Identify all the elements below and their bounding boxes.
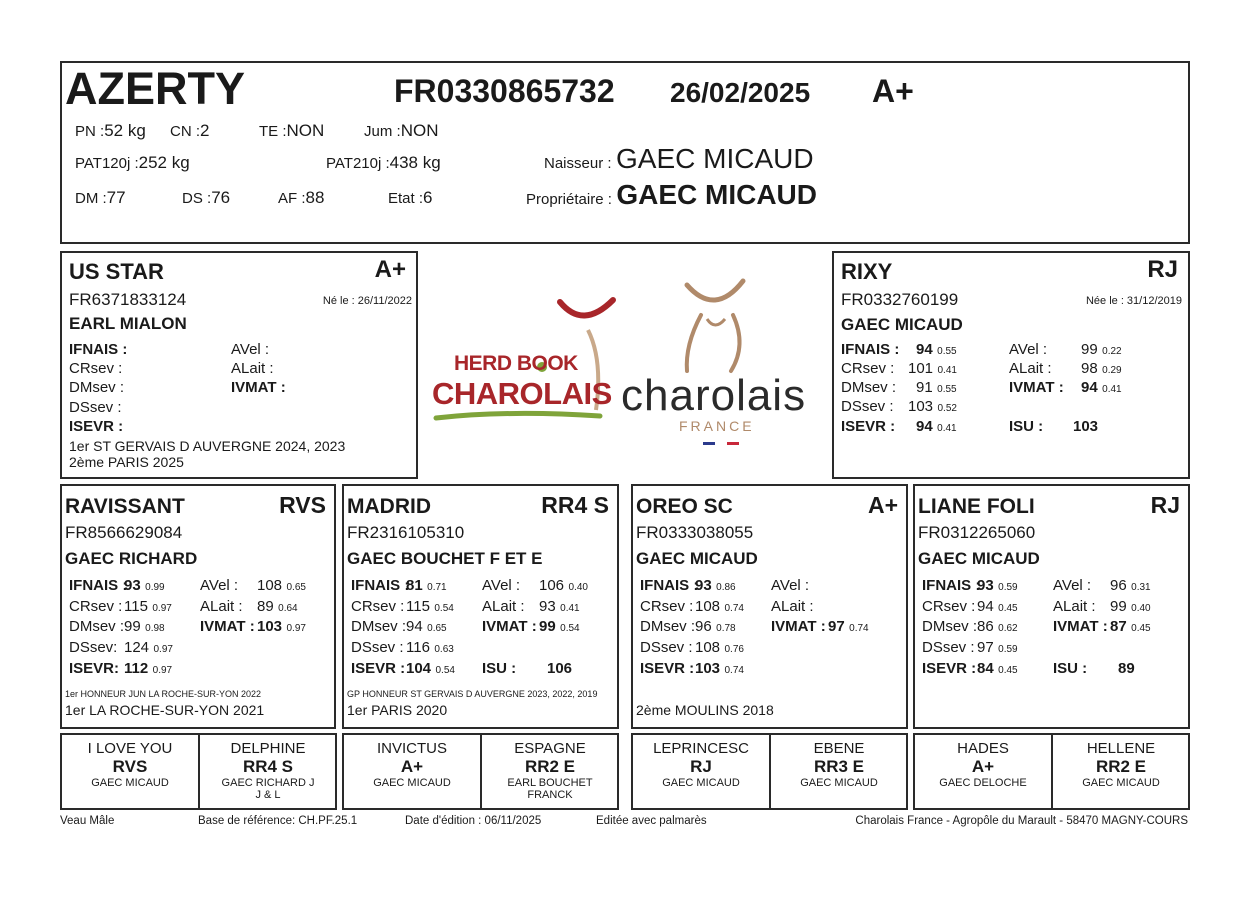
etat-value: 6 bbox=[423, 188, 433, 207]
dam-name: RIXY bbox=[841, 259, 893, 284]
ggp-name: LEPRINCESC bbox=[653, 740, 749, 757]
naisseur-label: Naisseur : bbox=[544, 155, 612, 172]
gp-avel-c: 0.65 bbox=[286, 582, 306, 593]
pat120-value: 252 kg bbox=[138, 153, 190, 172]
footer-edition-date: Date d'édition : 06/11/2025 bbox=[405, 815, 542, 827]
gp-alait-c: 0.64 bbox=[278, 603, 298, 614]
ggp-name: ESPAGNE bbox=[514, 740, 586, 757]
gp-grade: RR4 S bbox=[541, 492, 609, 518]
great-grandparent-cell bbox=[200, 740, 336, 802]
gp-ivmat-value bbox=[828, 618, 869, 636]
dam-dmsev-label: DMsev : bbox=[841, 379, 897, 396]
ggp-grade: RVS bbox=[112, 757, 148, 777]
gp-dssev-c: 0.63 bbox=[434, 644, 454, 655]
gp-grade: A+ bbox=[867, 492, 898, 518]
dam-dmsev-value bbox=[916, 379, 957, 397]
sire-isevr-label: ISEVR : bbox=[69, 418, 124, 435]
grandparent-box bbox=[913, 484, 1190, 729]
gp-dmsev-label: DMsev : bbox=[351, 618, 407, 635]
gp-alait-label: ALait : bbox=[771, 598, 814, 615]
gp-crsev-v: 108 bbox=[695, 598, 721, 615]
great-grandparent-cell bbox=[771, 740, 907, 789]
grandparent-box bbox=[342, 484, 619, 729]
gp-dssev-v: 116 bbox=[406, 639, 430, 656]
gp-alait-c: 0.41 bbox=[560, 603, 580, 614]
gp-alait-v: 89 bbox=[257, 598, 274, 615]
dam-crsev-v: 101 bbox=[908, 360, 934, 377]
gp-ifnais-c: 0.86 bbox=[716, 582, 736, 593]
ggp-grade: RR2 E bbox=[1095, 757, 1147, 777]
gp-dmsev-v: 99 bbox=[124, 618, 141, 635]
gp-ivmat-value bbox=[1110, 618, 1151, 636]
great-grandparent-cell bbox=[915, 740, 1051, 789]
gp-dmsev-v: 96 bbox=[695, 618, 712, 635]
gp-ifnais-c: 0.59 bbox=[998, 582, 1018, 593]
gp-isevr-v: 112 bbox=[124, 660, 149, 677]
gp-alait-value bbox=[257, 598, 298, 616]
gp-id: FR2316105310 bbox=[347, 523, 465, 542]
animal-header-box bbox=[60, 61, 1190, 244]
gp-dmsev-value bbox=[977, 618, 1018, 636]
ggp-grade: RR4 S bbox=[242, 757, 294, 777]
gp-ifnais-label: IFNAIS : bbox=[640, 577, 699, 594]
gp-palmares: 1er LA ROCHE-SUR-YON 2021 bbox=[65, 702, 265, 718]
sire-ivmat-label: IVMAT : bbox=[231, 379, 286, 396]
te-value: NON bbox=[286, 121, 325, 140]
herdbook-main-text: CHAROLAIS bbox=[432, 376, 612, 411]
ggp-grade: RR3 E bbox=[813, 757, 865, 777]
gp-crsev-v: 115 bbox=[406, 598, 430, 615]
gp-name: MADRID bbox=[347, 495, 431, 518]
dam-dssev-v: 103 bbox=[908, 398, 934, 415]
animal-name: AZERTY bbox=[65, 63, 245, 114]
dam-isevr-value bbox=[916, 418, 957, 436]
gp-ifnais-value bbox=[977, 577, 1018, 595]
ggp-name: HELLENE bbox=[1086, 740, 1156, 757]
gp-dmsev-value bbox=[124, 618, 165, 636]
sire-avel-label: AVel : bbox=[231, 341, 270, 358]
gp-crsev-c: 0.54 bbox=[434, 603, 454, 614]
great-grandparent-cell bbox=[482, 740, 618, 802]
dam-ivmat-c: 0.41 bbox=[1102, 384, 1122, 395]
gp-dssev-c: 0.97 bbox=[153, 644, 173, 655]
gp-dmsev-v: 86 bbox=[977, 618, 994, 635]
dam-breeder: GAEC MICAUD bbox=[841, 315, 963, 334]
dam-avel-label: AVel : bbox=[1009, 341, 1048, 358]
gp-isevr-c: 0.74 bbox=[724, 665, 744, 676]
gp-ivmat-c: 0.97 bbox=[286, 623, 306, 634]
gp-crsev-c: 0.74 bbox=[724, 603, 744, 614]
gp-isevr-value bbox=[406, 660, 455, 678]
dam-isevr-v: 94 bbox=[916, 418, 933, 435]
gp-grade: RJ bbox=[1150, 492, 1180, 518]
gp-ivmat-label: IVMAT : bbox=[1053, 618, 1108, 635]
great-grandparent-group bbox=[342, 733, 619, 810]
gp-crsev-c: 0.97 bbox=[152, 603, 172, 614]
ggp-owner: GAEC MICAUD bbox=[800, 776, 878, 789]
gp-dssev-value bbox=[406, 639, 454, 657]
pat120-field bbox=[75, 153, 190, 173]
charolais-main-text: charolais bbox=[621, 371, 807, 420]
gp-isevr-v: 84 bbox=[977, 660, 994, 677]
sire-palmares-2: 2ème PARIS 2025 bbox=[69, 454, 184, 470]
jum-label: Jum : bbox=[364, 123, 401, 140]
gp-ifnais-c: 0.99 bbox=[145, 582, 165, 593]
footer-palmares-note: Editée avec palmarès bbox=[596, 815, 707, 827]
gp-alait-label: ALait : bbox=[1053, 598, 1096, 615]
gp-isevr-v: 103 bbox=[695, 660, 721, 677]
gp-ifnais-label: IFNAIS : bbox=[69, 577, 128, 594]
ggp-name: HADES bbox=[957, 740, 1009, 757]
gp-alait-value bbox=[1110, 598, 1151, 616]
dam-dmsev-v: 91 bbox=[916, 379, 933, 396]
gp-isevr-label: ISEVR : bbox=[640, 660, 695, 677]
gp-breeder: GAEC BOUCHET F ET E bbox=[347, 549, 543, 568]
gp-alait-v: 99 bbox=[1110, 598, 1127, 615]
gp-dssev-label: DSsev : bbox=[351, 639, 404, 656]
dam-isu-value: 103 bbox=[1073, 418, 1099, 435]
gp-palmares: 2ème MOULINS 2018 bbox=[636, 702, 774, 718]
gp-avel-label: AVel : bbox=[482, 577, 521, 594]
proprietaire-field bbox=[526, 179, 817, 211]
great-grandparent-cell bbox=[62, 740, 198, 789]
gp-ivmat-value bbox=[257, 618, 306, 636]
gp-ifnais-value bbox=[124, 577, 165, 595]
animal-birth-date: 26/02/2025 bbox=[670, 77, 811, 108]
gp-dssev-c: 0.59 bbox=[998, 644, 1018, 655]
gp-ivmat-v: 103 bbox=[257, 618, 283, 635]
gp-crsev-label: CRsev : bbox=[69, 598, 123, 615]
animal-id: FR0330865732 bbox=[394, 73, 615, 109]
pat210-value: 438 kg bbox=[389, 153, 441, 172]
gp-isevr-c: 0.97 bbox=[152, 665, 173, 676]
gp-ifnais-c: 0.71 bbox=[427, 582, 447, 593]
gp-crsev-label: CRsev : bbox=[351, 598, 405, 615]
gp-ivmat-value bbox=[539, 618, 580, 636]
gp-avel-label: AVel : bbox=[771, 577, 810, 594]
gp-avel-v: 108 bbox=[257, 577, 283, 594]
gp-dmsev-value bbox=[406, 618, 447, 636]
dam-crsev-c: 0.41 bbox=[937, 365, 957, 376]
ggp-owner: GAEC DELOCHE bbox=[939, 776, 1027, 789]
gp-avel-value bbox=[1110, 577, 1151, 595]
gp-alait-label: ALait : bbox=[482, 598, 525, 615]
gp-breeder: GAEC MICAUD bbox=[636, 549, 758, 568]
gp-dssev-label: DSsev : bbox=[922, 639, 975, 656]
gp-crsev-value bbox=[695, 598, 744, 616]
gp-name: RAVISSANT bbox=[65, 495, 185, 518]
gp-dmsev-label: DMsev : bbox=[640, 618, 696, 635]
jum-value: NON bbox=[400, 121, 439, 140]
ggp-name: INVICTUS bbox=[376, 740, 447, 757]
gp-palmares-small: 1er HONNEUR JUN LA ROCHE-SUR-YON 2022 bbox=[65, 689, 262, 699]
dam-isu-label: ISU : bbox=[1009, 418, 1044, 435]
gp-name: LIANE FOLI bbox=[918, 495, 1035, 518]
ggp-owner: GAEC RICHARD J J & L bbox=[221, 776, 315, 802]
ggp-name: DELPHINE bbox=[230, 740, 306, 757]
gp-avel-c: 0.40 bbox=[568, 582, 588, 593]
dam-ifnais-value bbox=[916, 341, 957, 359]
gp-alait-label: ALait : bbox=[200, 598, 243, 615]
dam-birth: Née le : 31/12/2019 bbox=[1085, 295, 1182, 307]
footer-sex: Veau Mâle bbox=[60, 815, 115, 827]
ggp-owner: GAEC MICAUD bbox=[662, 776, 740, 789]
dam-alait-v: 98 bbox=[1081, 360, 1098, 377]
gp-alait-c: 0.40 bbox=[1131, 603, 1151, 614]
dam-ifnais-c: 0.55 bbox=[937, 346, 957, 357]
gp-avel-c: 0.31 bbox=[1131, 582, 1151, 593]
sire-name: US STAR bbox=[69, 259, 164, 284]
gp-avel-label: AVel : bbox=[200, 577, 239, 594]
pn-value: 52 kg bbox=[104, 121, 146, 140]
sire-grade: A+ bbox=[374, 256, 406, 283]
dam-avel-v: 99 bbox=[1081, 341, 1098, 358]
gp-avel-value bbox=[257, 577, 306, 595]
ds-value: 76 bbox=[211, 188, 231, 207]
cn-field bbox=[170, 121, 209, 141]
gp-dssev-value bbox=[977, 639, 1018, 657]
pn-field bbox=[75, 121, 146, 141]
gp-isevr-value bbox=[977, 660, 1018, 678]
gp-crsev-value bbox=[977, 598, 1018, 616]
ggp-grade: A+ bbox=[400, 757, 424, 777]
gp-dmsev-c: 0.98 bbox=[145, 623, 165, 634]
gp-avel-label: AVel : bbox=[1053, 577, 1092, 594]
dam-id: FR0332760199 bbox=[841, 290, 959, 309]
gp-dssev-label: DSsev : bbox=[640, 639, 693, 656]
sire-palmares-1: 1er ST GERVAIS D AUVERGNE 2024, 2023 bbox=[69, 438, 346, 454]
footer-address: Charolais France - Agropôle du Marault - 58470 MAGNY-COURS bbox=[855, 815, 1188, 827]
gp-ivmat-c: 0.74 bbox=[849, 623, 869, 634]
gp-isevr-value bbox=[124, 660, 172, 678]
gp-ivmat-v: 99 bbox=[539, 618, 556, 635]
dam-isevr-label: ISEVR : bbox=[841, 418, 896, 435]
great-grandparent-cell bbox=[633, 740, 769, 789]
gp-ifnais-label: IFNAIS : bbox=[922, 577, 981, 594]
gp-crsev-value bbox=[124, 598, 172, 616]
charolais-sub-text: FRANCE bbox=[679, 418, 755, 434]
gp-dmsev-label: DMsev : bbox=[69, 618, 125, 635]
dam-ivmat-value bbox=[1081, 379, 1122, 397]
gp-dssev-value bbox=[695, 639, 744, 657]
pat120-label: PAT120j : bbox=[75, 155, 139, 172]
dam-dmsev-c: 0.55 bbox=[937, 384, 957, 395]
gp-ivmat-c: 0.54 bbox=[560, 623, 580, 634]
dam-avel-value bbox=[1081, 341, 1122, 359]
dam-dssev-value bbox=[908, 398, 957, 416]
gp-ifnais-v: 93 bbox=[124, 577, 141, 594]
etat-field bbox=[388, 188, 433, 208]
dam-crsev-label: CRsev : bbox=[841, 360, 895, 377]
gp-isevr-v: 104 bbox=[406, 660, 432, 677]
sire-crsev-label: CRsev : bbox=[69, 360, 123, 377]
gp-grade: RVS bbox=[279, 492, 326, 518]
gp-crsev-v: 115 bbox=[124, 598, 148, 615]
grandparent-box bbox=[631, 484, 908, 729]
footer-reference: Base de référence: CH.PF.25.1 bbox=[198, 815, 358, 827]
ggp-grade: A+ bbox=[971, 757, 995, 777]
gp-dmsev-c: 0.62 bbox=[998, 623, 1018, 634]
pn-label: PN : bbox=[75, 123, 105, 140]
gp-dssev-label: DSsev: bbox=[69, 639, 118, 656]
great-grandparent-group bbox=[631, 733, 908, 810]
af-value: 88 bbox=[305, 188, 325, 207]
ds-label: DS : bbox=[182, 190, 212, 207]
herdbook-charolais-logo bbox=[428, 290, 623, 430]
gp-id: FR8566629084 bbox=[65, 523, 183, 542]
gp-palmares: 1er PARIS 2020 bbox=[347, 702, 448, 718]
gp-ivmat-label: IVMAT : bbox=[200, 618, 255, 635]
gp-alait-v: 93 bbox=[539, 598, 556, 615]
af-field bbox=[278, 188, 324, 208]
gp-ivmat-label: IVMAT : bbox=[771, 618, 826, 635]
gp-isevr-label: ISEVR : bbox=[351, 660, 406, 677]
gp-crsev-value bbox=[406, 598, 454, 616]
great-grandparent-group bbox=[60, 733, 337, 810]
gp-isu-v: 89 bbox=[1118, 660, 1135, 677]
gp-avel-value bbox=[539, 577, 588, 595]
great-grandparent-cell bbox=[1053, 740, 1189, 789]
gp-isu-value bbox=[547, 660, 572, 678]
dam-crsev-value bbox=[908, 360, 957, 378]
ggp-owner: GAEC MICAUD bbox=[373, 776, 451, 789]
cn-label: CN : bbox=[170, 123, 200, 140]
ggp-grade: RJ bbox=[690, 757, 712, 777]
gp-ifnais-v: 81 bbox=[406, 577, 423, 594]
dm-field bbox=[75, 188, 126, 208]
dam-isevr-c: 0.41 bbox=[937, 423, 957, 434]
gp-name: OREO SC bbox=[636, 495, 733, 518]
sire-dssev-label: DSsev : bbox=[69, 399, 122, 416]
great-grandparent-cell bbox=[344, 740, 480, 789]
gp-palmares-small: GP HONNEUR ST GERVAIS D AUVERGNE 2023, 2022, 2019 bbox=[347, 689, 598, 699]
ggp-owner: EARL BOUCHET FRANCK bbox=[507, 776, 593, 802]
dam-box bbox=[832, 251, 1190, 479]
dam-alait-value bbox=[1081, 360, 1122, 378]
dam-alait-c: 0.29 bbox=[1102, 365, 1122, 376]
charolais-france-logo bbox=[615, 275, 827, 455]
gp-avel-v: 96 bbox=[1110, 577, 1127, 594]
gp-isevr-label: ISEVR: bbox=[69, 660, 120, 677]
dm-value: 77 bbox=[106, 188, 126, 207]
gp-crsev-label: CRsev : bbox=[922, 598, 976, 615]
gp-dssev-v: 108 bbox=[695, 639, 721, 656]
gp-ifnais-value bbox=[406, 577, 447, 595]
gp-avel-v: 106 bbox=[539, 577, 565, 594]
dam-alait-label: ALait : bbox=[1009, 360, 1052, 377]
proprietaire-label: Propriétaire : bbox=[526, 191, 612, 208]
ds-field bbox=[182, 188, 230, 208]
pat210-label: PAT210j : bbox=[326, 155, 390, 172]
gp-dmsev-c: 0.78 bbox=[716, 623, 736, 634]
herdbook-top-text: HERD BOOK bbox=[454, 352, 578, 375]
sire-alait-label: ALait : bbox=[231, 360, 274, 377]
gp-ivmat-v: 97 bbox=[828, 618, 845, 635]
gp-dssev-value bbox=[124, 639, 173, 657]
sire-dmsev-label: DMsev : bbox=[69, 379, 125, 396]
proprietaire-value: GAEC MICAUD bbox=[616, 179, 817, 210]
gp-breeder: GAEC MICAUD bbox=[918, 549, 1040, 568]
gp-ifnais-v: 93 bbox=[977, 577, 994, 594]
naisseur-value: GAEC MICAUD bbox=[615, 143, 814, 174]
jum-field bbox=[364, 121, 438, 141]
gp-isevr-c: 0.54 bbox=[435, 665, 455, 676]
naisseur-field bbox=[544, 143, 814, 175]
dam-ivmat-label: IVMAT : bbox=[1009, 379, 1064, 396]
gp-dmsev-c: 0.65 bbox=[427, 623, 447, 634]
dam-dssev-label: DSsev : bbox=[841, 398, 894, 415]
gp-crsev-c: 0.45 bbox=[998, 603, 1018, 614]
gp-alait-value bbox=[539, 598, 580, 616]
gp-dmsev-label: DMsev : bbox=[922, 618, 978, 635]
grandparent-box bbox=[60, 484, 336, 729]
te-label: TE : bbox=[259, 123, 287, 140]
gp-isevr-label: ISEVR : bbox=[922, 660, 977, 677]
sire-ifnais-label: IFNAIS : bbox=[69, 341, 128, 358]
gp-isu-v: 106 bbox=[547, 660, 573, 677]
gp-ivmat-v: 87 bbox=[1110, 618, 1127, 635]
gp-ivmat-c: 0.45 bbox=[1131, 623, 1151, 634]
te-field bbox=[259, 121, 324, 141]
dam-ifnais-v: 94 bbox=[916, 341, 933, 358]
ggp-name: EBENE bbox=[813, 740, 865, 757]
dam-dssev-c: 0.52 bbox=[937, 403, 957, 414]
gp-ifnais-value bbox=[695, 577, 736, 595]
gp-isu-label: ISU : bbox=[482, 660, 517, 677]
gp-isu-value bbox=[1118, 660, 1135, 678]
cn-value: 2 bbox=[200, 121, 210, 140]
dam-avel-c: 0.22 bbox=[1102, 346, 1122, 357]
gp-ivmat-label: IVMAT : bbox=[482, 618, 537, 635]
sire-id: FR6371833124 bbox=[69, 290, 187, 309]
gp-breeder: GAEC RICHARD bbox=[65, 549, 198, 568]
etat-label: Etat : bbox=[388, 190, 424, 207]
ggp-name: I LOVE YOU bbox=[87, 740, 173, 757]
gp-ifnais-v: 93 bbox=[695, 577, 712, 594]
animal-grade: A+ bbox=[872, 73, 914, 109]
gp-crsev-label: CRsev : bbox=[640, 598, 694, 615]
sire-box bbox=[60, 251, 418, 479]
gp-dssev-v: 97 bbox=[977, 639, 994, 656]
pat210-field bbox=[326, 153, 441, 173]
gp-dmsev-v: 94 bbox=[406, 618, 423, 635]
great-grandparent-group bbox=[913, 733, 1190, 810]
gp-dssev-v: 124 bbox=[124, 639, 150, 656]
gp-crsev-v: 94 bbox=[977, 598, 994, 615]
dam-ifnais-label: IFNAIS : bbox=[841, 341, 900, 358]
dm-label: DM : bbox=[75, 190, 107, 207]
gp-ifnais-label: IFNAIS : bbox=[351, 577, 410, 594]
af-label: AF : bbox=[278, 190, 306, 207]
gp-isevr-value bbox=[695, 660, 744, 678]
sire-birth: Né le : 26/11/2022 bbox=[322, 295, 412, 307]
gp-isevr-c: 0.45 bbox=[998, 665, 1018, 676]
gp-id: FR0312265060 bbox=[918, 523, 1036, 542]
ggp-grade: RR2 E bbox=[524, 757, 576, 777]
dam-grade: RJ bbox=[1147, 256, 1178, 283]
ggp-owner: GAEC MICAUD bbox=[1082, 776, 1160, 789]
gp-dssev-c: 0.76 bbox=[724, 644, 744, 655]
gp-dmsev-value bbox=[695, 618, 736, 636]
ggp-owner: GAEC MICAUD bbox=[91, 776, 169, 789]
gp-id: FR0333038055 bbox=[636, 523, 754, 542]
gp-isu-label: ISU : bbox=[1053, 660, 1088, 677]
dam-ivmat-v: 94 bbox=[1081, 379, 1098, 396]
sire-breeder: EARL MIALON bbox=[69, 314, 187, 333]
